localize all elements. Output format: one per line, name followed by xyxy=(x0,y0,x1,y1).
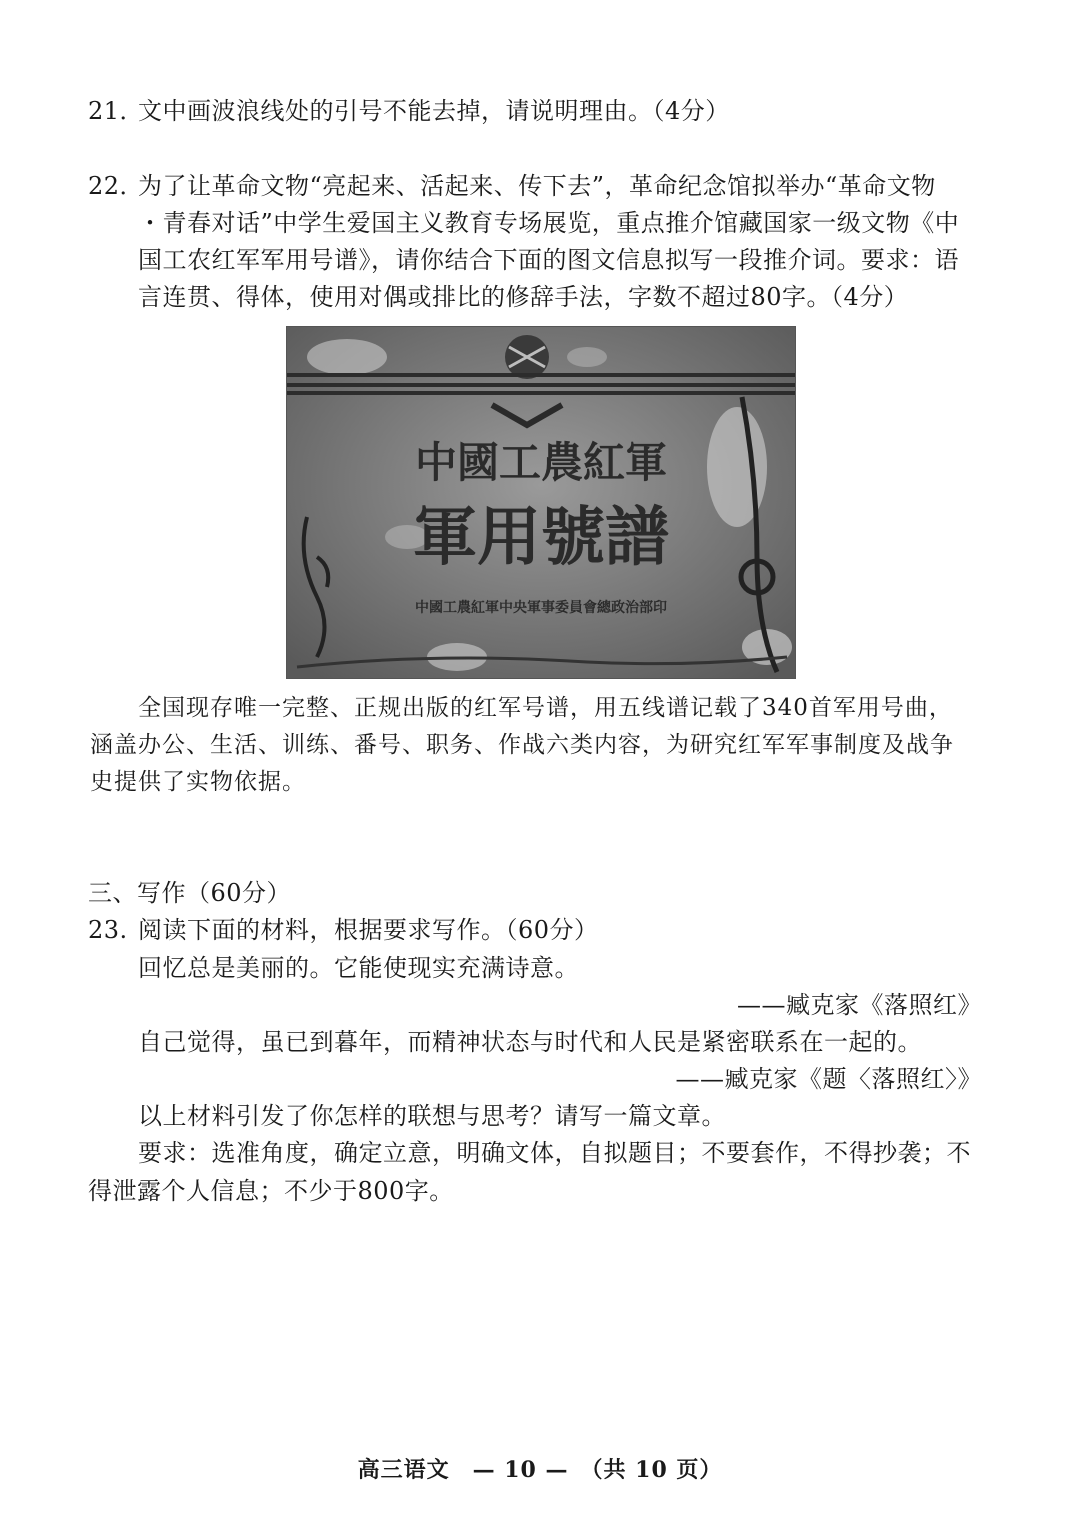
question-23 xyxy=(88,915,599,945)
bugle-score-cover-photo xyxy=(286,326,796,679)
question-21 xyxy=(88,96,730,126)
caption-line-2: 涵盖办公、生活、训练、番号、职务、作战六类内容，为研究红军军事制度及战争 xyxy=(90,732,954,758)
question-22-line-4: 言连贯、得体，使用对偶或排比的修辞手法，字数不超过80字。（4分） xyxy=(138,283,909,311)
quote-1-source: ——臧克家《落照红》 xyxy=(737,991,982,1019)
question-text: 阅读下面的材料，根据要求写作。（60分） xyxy=(138,916,599,944)
quote-2-source: ——臧克家《题〈落照红〉》 xyxy=(675,1065,982,1093)
question-number: 23. xyxy=(88,916,128,944)
question-text: 为了让革命文物“亮起来、活起来、传下去”，革命纪念馆拟举办“革命文物 xyxy=(138,172,936,200)
question-text: 文中画波浪线处的引号不能去掉，请说明理由。（4分） xyxy=(138,97,730,125)
photo-small-line: 中國工農紅軍中央軍事委員會總政治部印 xyxy=(415,600,667,616)
photo-title-line-1: 中國工農紅軍 xyxy=(414,438,668,487)
caption-line-3: 史提供了实物依据。 xyxy=(90,769,306,795)
writing-prompt: 以上材料引发了你怎样的联想与思考？请写一篇文章。 xyxy=(138,1102,726,1130)
quote-1: 回忆总是美丽的。它能使现实充满诗意。 xyxy=(138,954,579,982)
caption-line-1: 全国现存唯一完整、正规出版的红军号谱，用五线谱记载了340首军用号曲， xyxy=(138,695,953,721)
question-22-line-2: ・青春对话”中学生爱国主义教育专场展览，重点推介馆藏国家一级文物《中 xyxy=(138,209,960,237)
photo-title-line-2: 軍用號譜 xyxy=(413,500,669,575)
quote-2: 自己觉得，虽已到暮年，而精神状态与时代和人民是紧密联系在一起的。 xyxy=(138,1028,922,1056)
requirements-line-1: 要求：选准角度，确定立意，明确文体，自拟题目；不要套作，不得抄袭；不 xyxy=(138,1139,971,1167)
question-number: 21． xyxy=(88,97,145,125)
question-number: 22． xyxy=(88,172,145,200)
question-22-line-3: 国工农红军军用号谱》，请你结合下面的图文信息拟写一段推介词。要求：语 xyxy=(138,246,959,274)
question-22-line-1 xyxy=(88,171,936,201)
page-footer: 高三语文 — 10 — （共 10 页） xyxy=(357,1457,723,1483)
requirements-line-2: 得泄露个人信息；不少于800字。 xyxy=(88,1177,454,1205)
section-heading: 三、写作（60分） xyxy=(88,879,292,907)
